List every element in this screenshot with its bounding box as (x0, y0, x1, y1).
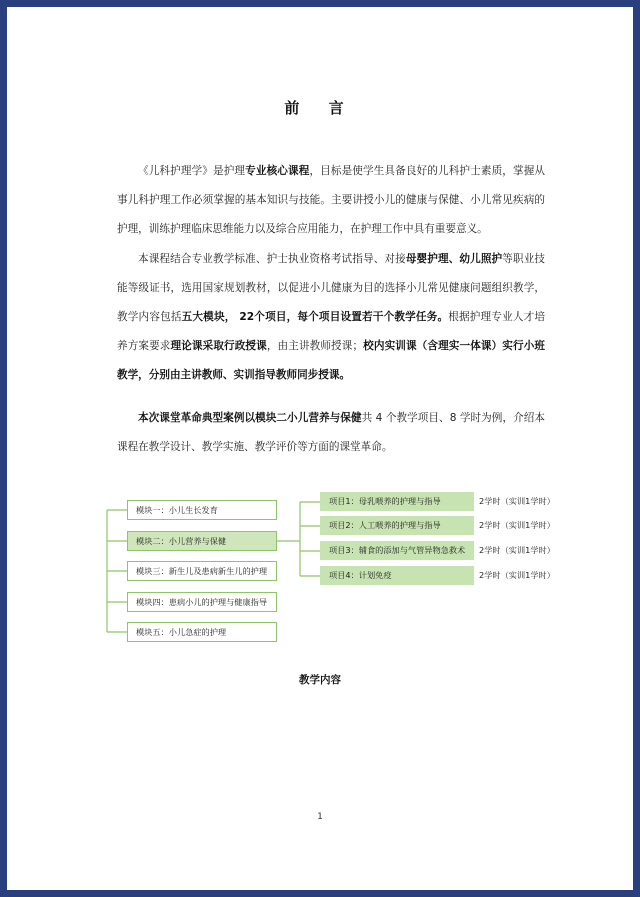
paragraph-intro (117, 157, 545, 244)
document-page (7, 7, 633, 890)
p1-run-1: 专业核心课程 (245, 165, 310, 177)
p2-run-0: 本课程结合专业教学标准、护士执业资格考试指导、对接 (138, 253, 406, 265)
page-title: 前 言 (284, 99, 356, 117)
p1-run-2: ，目标是使学生具备良好的儿科护士素质，掌握从事儿科护理工作必须掌握的基本知识与技能。主要讲授小儿的健康与保健、小儿常见疾病的护理，训练护理临床思维能力以及综合应用能力，在护理工作中具有重要意义。 (117, 165, 546, 235)
p2-run-7: 校内实训课（含理实一体课）实行小班教学，分别由主讲教师、实训指导教师同步授课。 (117, 340, 546, 381)
project-box-4: 项目4：计划免疫 (320, 566, 474, 585)
module-box-5: 模块五：小儿急症的护理 (127, 622, 277, 642)
module-box-4: 模块四：患病小儿的护理与健康指导 (127, 592, 277, 612)
paragraph-case (117, 404, 545, 462)
p2-run-1: 母婴护理、幼儿照护 (405, 253, 503, 265)
project-box-2: 项目2：人工喂养的护理与指导 (320, 516, 474, 535)
p3-run-1: 共 4 个教学项目、8 学时为例，介绍本课程在教学设计、教学实施、教学评价等方面的课堂革命。 (117, 412, 545, 453)
p2-run-2: 等职业技能等级证书，选用国家规划教材，以促进小儿健康为目的选择小儿常见健康问题组织教学，教学内容包括 (117, 253, 546, 323)
project-hours-1: 2学时（实训1学时） (479, 496, 555, 506)
project-box-1: 项目1：母乳喂养的护理与指导 (320, 492, 474, 511)
diagram-caption: 教学内容 (299, 674, 341, 686)
module-box-2: 模块二：小儿营养与保健 (127, 531, 277, 551)
project-hours-2: 2学时（实训1学时） (479, 520, 555, 530)
module-box-3: 模块三：新生儿及患病新生儿的护理 (127, 561, 277, 581)
project-box-3: 项目3：辅食的添加与气管异物急救术 (320, 541, 474, 560)
paragraph-course (117, 245, 545, 390)
p2-run-6: ，由主讲教师授课； (266, 340, 364, 352)
p2-run-4: 根据护理专业人才培养方案要求 (117, 311, 545, 352)
p3-run-0: 本次课堂革命典型案例以模块二小儿营养与保健 (138, 412, 362, 424)
project-hours-4: 2学时（实训1学时） (479, 570, 555, 580)
p2-run-5: 理论课采取行政授课 (170, 340, 267, 352)
module-box-1: 模块一：小儿生长发育 (127, 500, 277, 520)
p2-run-3: 五大模块， 22个项目，每个项目设置若干个教学任务。 (181, 311, 449, 323)
project-hours-3: 2学时（实训1学时） (479, 545, 555, 555)
p1-run-0: 《儿科护理学》是护理 (138, 165, 246, 177)
page-number: 1 (317, 812, 323, 822)
